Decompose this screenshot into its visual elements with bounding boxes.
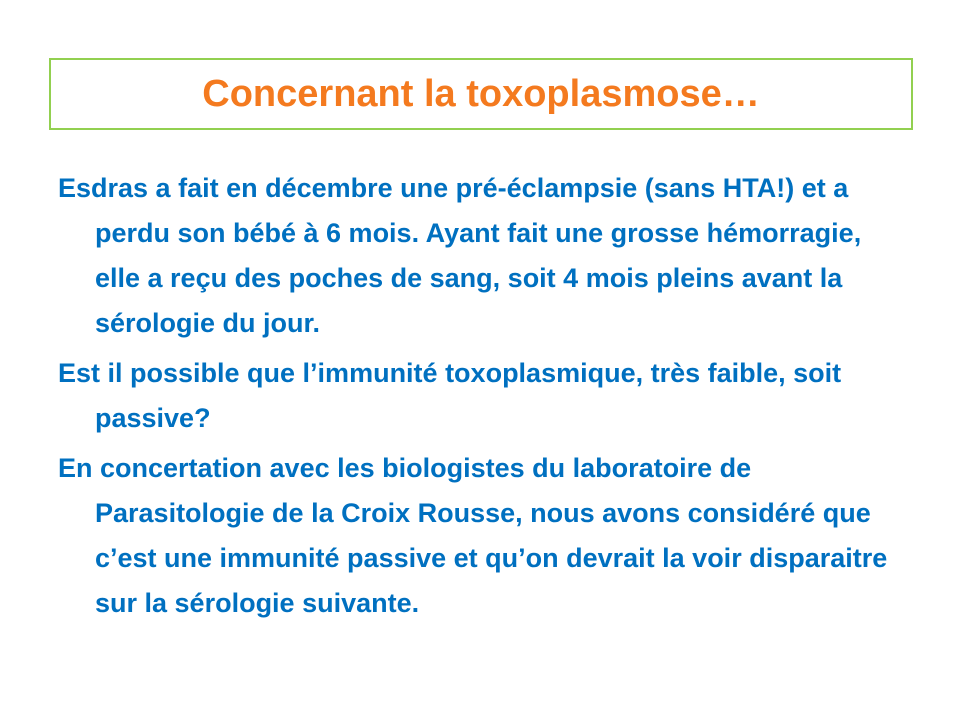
title-box (49, 58, 913, 130)
slide-body (58, 166, 908, 631)
slide-title: Concernant la toxoplasmose… (202, 72, 760, 115)
paragraph-preeclampsia: Esdras a fait en décembre une pré-éclampsie (sans HTA!) et a perdu son bébé à 6 mois. Ayant fait une grosse hémorragie, elle a reçu des poches de sang, soit 4 mois pleins avant la sérologie du jour. (58, 173, 862, 338)
paragraph-question: Est il possible que l’immunité toxoplasmique, très faible, soit passive? (58, 358, 842, 433)
paragraph-conclusion: En concertation avec les biologistes du laboratoire de Parasitologie de la Croix Rousse, nous avons considéré que c’est une immunité passive et qu’on devrait la voir disparaitre sur la sérologie suivante. (58, 453, 888, 618)
